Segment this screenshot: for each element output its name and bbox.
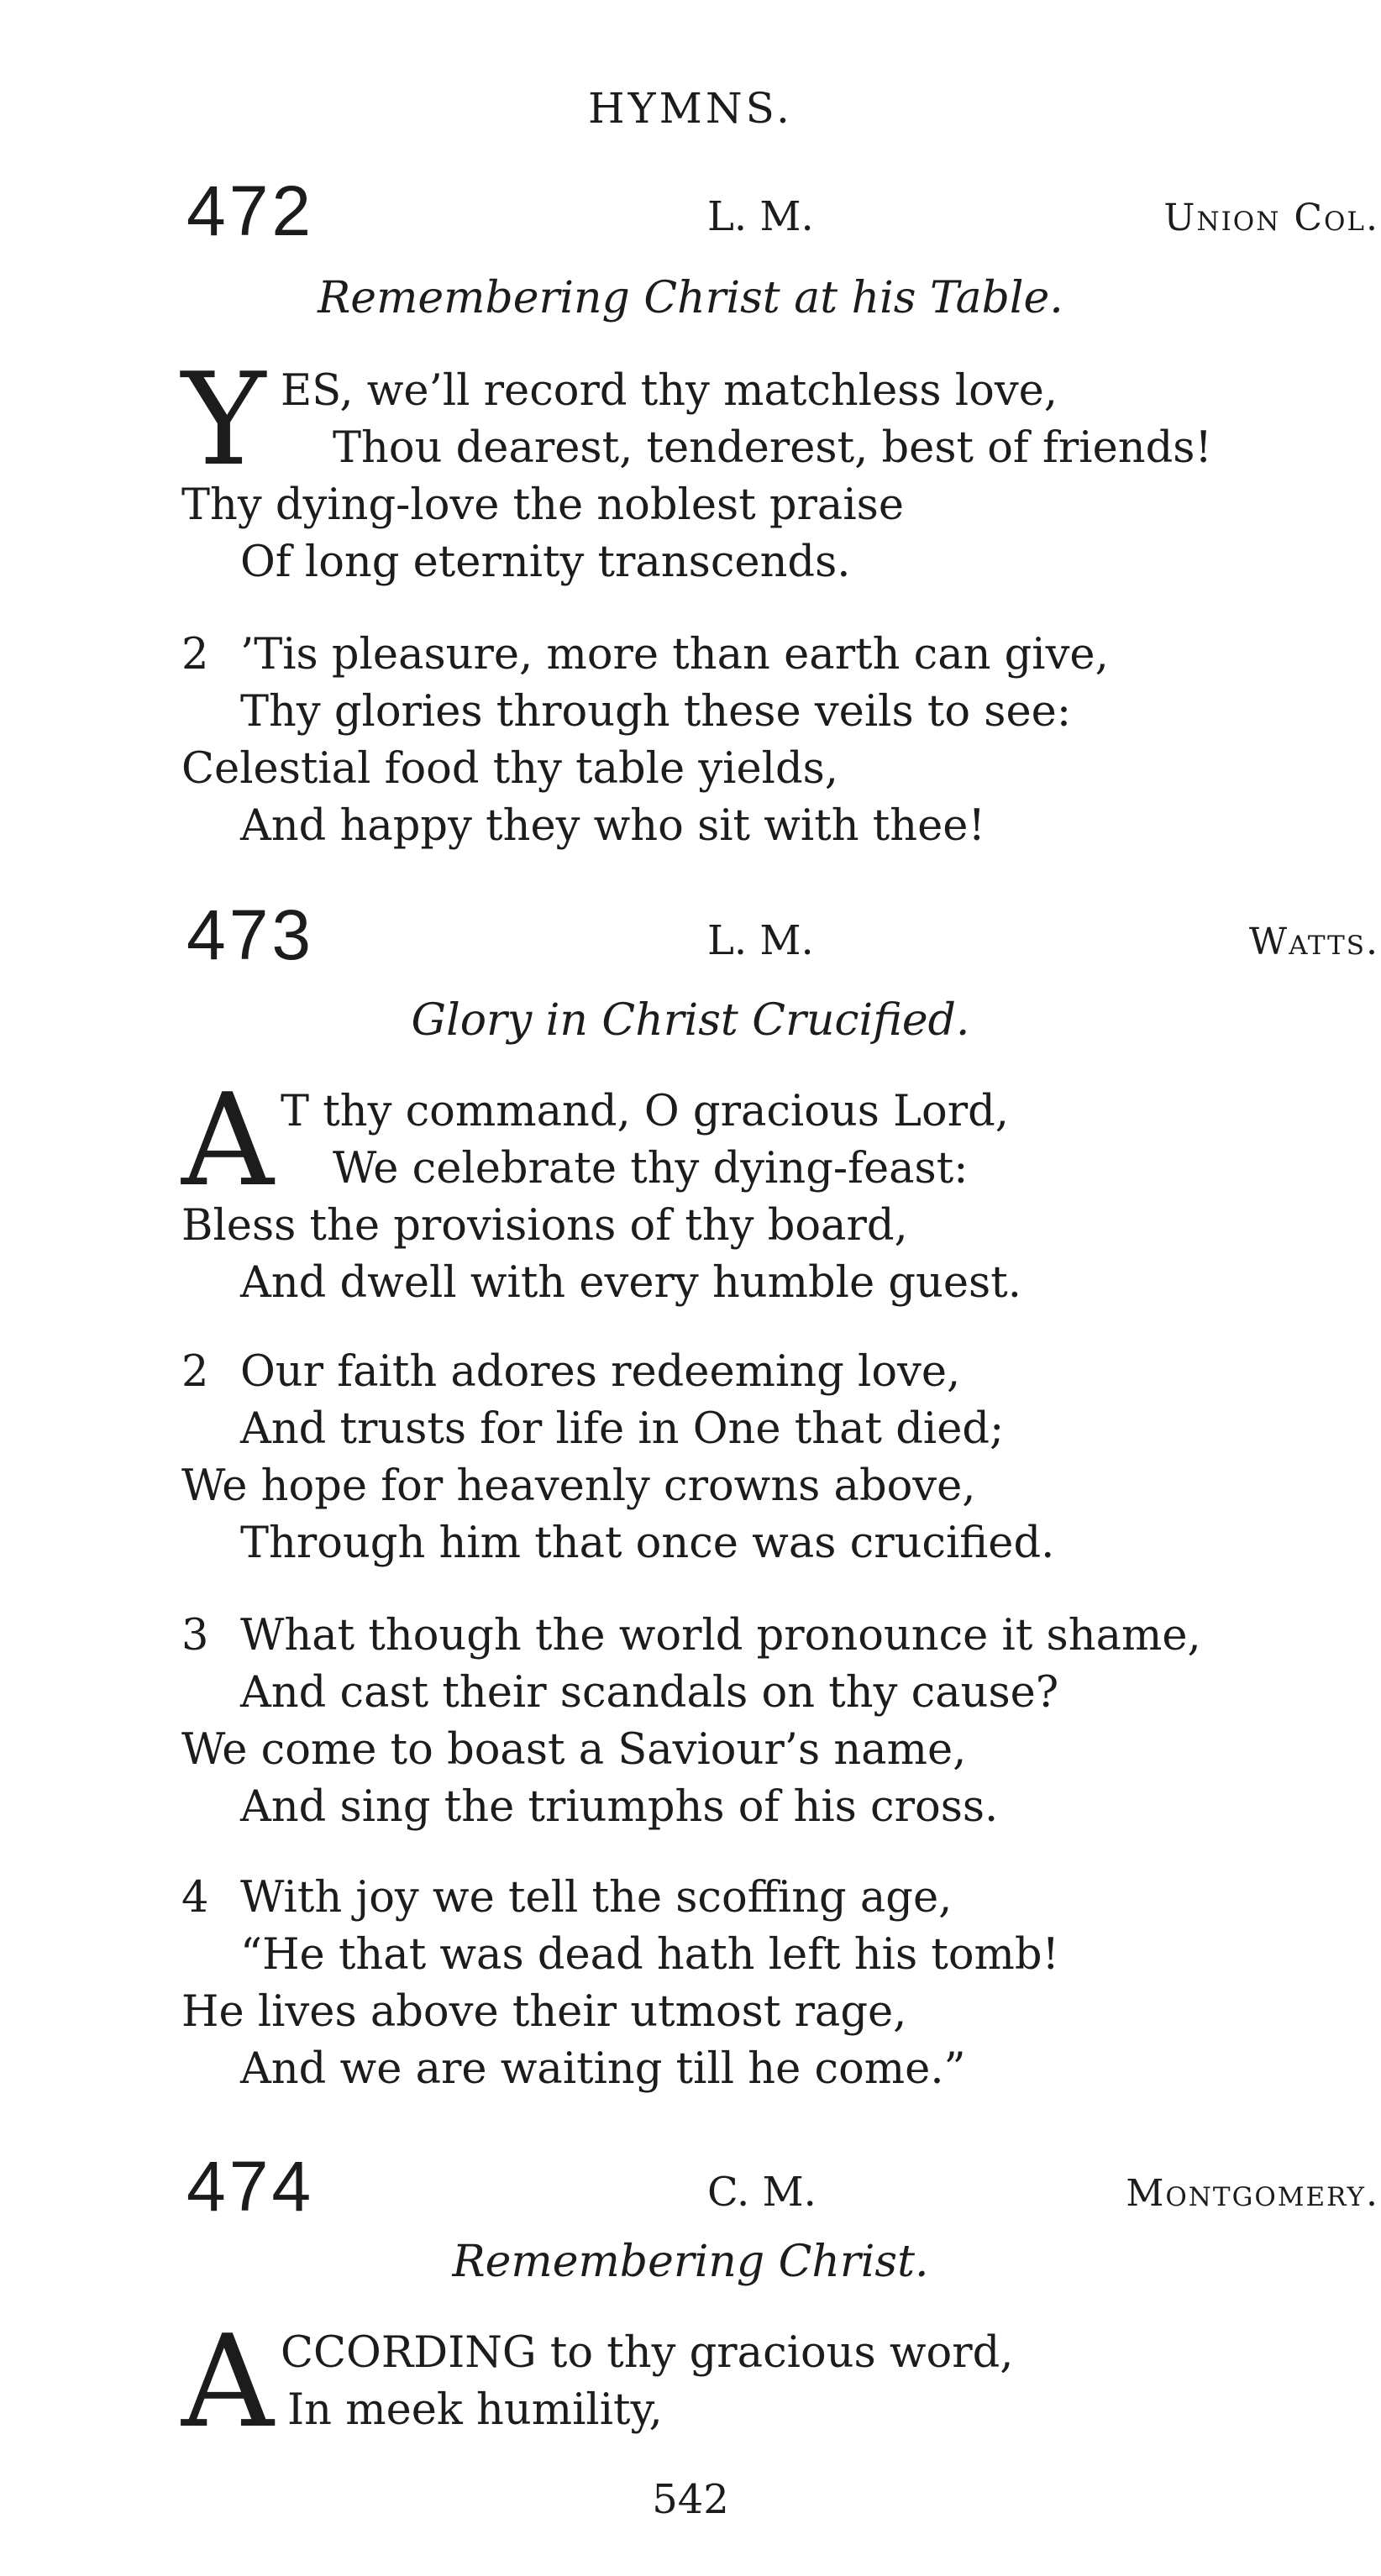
verse-line: Our faith adores redeeming love, <box>240 1347 961 1397</box>
verse-number: 3 <box>181 1611 209 1660</box>
verse-2 <box>181 1344 1054 1572</box>
verse-line: Celestial food thy table yields, <box>181 744 839 794</box>
verse-line: CCORDING to thy gracious word, <box>281 2328 1014 2378</box>
verse-3 <box>181 1608 1201 1836</box>
verse-line: Thou dearest, tenderest, best of friends! <box>333 423 1212 473</box>
running-head: HYMNS. <box>588 84 793 133</box>
verse-line: We come to boast a Saviour’s name, <box>181 1725 967 1775</box>
verse-line: ES, we’ll record thy matchless love, <box>281 366 1058 416</box>
page-number: 542 <box>652 2476 729 2523</box>
verse-line: Thy dying-love the noblest praise <box>181 480 905 530</box>
verse-line: In meek humility, <box>287 2385 663 2435</box>
verse-line: We celebrate thy dying-feast: <box>333 1144 969 1194</box>
verse-line: And we are waiting till he come.” <box>240 2044 966 2094</box>
verse-1 <box>181 1066 1021 1312</box>
verse-number: 2 <box>181 630 209 679</box>
verse-number: 4 <box>181 1873 209 1923</box>
drop-cap: A <box>181 2307 274 2456</box>
verse-line: And cast their scandals on thy cause? <box>240 1668 1059 1718</box>
hymn-title: Remembering Christ at his Table. <box>318 273 1063 323</box>
verse-line: Through him that once was crucified. <box>240 1519 1055 1568</box>
verse-line: With joy we tell the scoffing age, <box>240 1873 953 1923</box>
verse-1 <box>181 2307 1014 2456</box>
verse-2 <box>181 627 1109 855</box>
verse-line: And dwell with every humble guest. <box>240 1258 1021 1308</box>
hymn-meter: C. M. <box>707 2169 817 2216</box>
verse-line: And happy they who sit with thee! <box>240 801 985 851</box>
verse-line: ’Tis pleasure, more than earth can give, <box>240 630 1109 679</box>
drop-cap: Y <box>181 345 266 494</box>
verse-line: Thy glories through these veils to see: <box>240 687 1071 737</box>
hymn-meter: L. M. <box>707 193 814 240</box>
verse-1 <box>181 345 1212 591</box>
verse-line: T thy command, O gracious Lord, <box>281 1087 1009 1136</box>
verse-line: Bless the provisions of thy board, <box>181 1201 908 1251</box>
hymn-number: 472 <box>186 171 315 250</box>
verse-number: 2 <box>181 1347 209 1397</box>
hymn-number: 474 <box>186 2147 315 2226</box>
verse-line: And sing the triumphs of his cross. <box>240 1782 999 1832</box>
drop-cap: A <box>181 1066 274 1215</box>
verse-line: What though the world pronounce it shame, <box>240 1611 1201 1660</box>
hymn-number: 473 <box>186 895 315 974</box>
hymn-author: Watts. <box>1248 921 1379 963</box>
hymn-title: Glory in Christ Crucified. <box>411 995 970 1046</box>
verse-line: Of long eternity transcends. <box>240 538 851 587</box>
hymn-title: Remembering Christ. <box>452 2237 929 2287</box>
verse-line: We hope for heavenly crowns above, <box>181 1461 976 1511</box>
verse-line: “He that was dead hath left his tomb! <box>240 1930 1060 1980</box>
hymn-header <box>0 2148 1381 2224</box>
hymn-author: Montgomery. <box>1126 2172 1379 2215</box>
hymn-author: Union Col. <box>1163 197 1379 239</box>
hymn-header <box>0 173 1381 249</box>
verse-line: He lives above their utmost rage, <box>181 1987 907 2037</box>
hymn-meter: L. M. <box>707 917 814 964</box>
verse-line: And trusts for life in One that died; <box>240 1404 1005 1454</box>
hymn-header <box>0 897 1381 973</box>
verse-4 <box>181 1870 1059 2098</box>
